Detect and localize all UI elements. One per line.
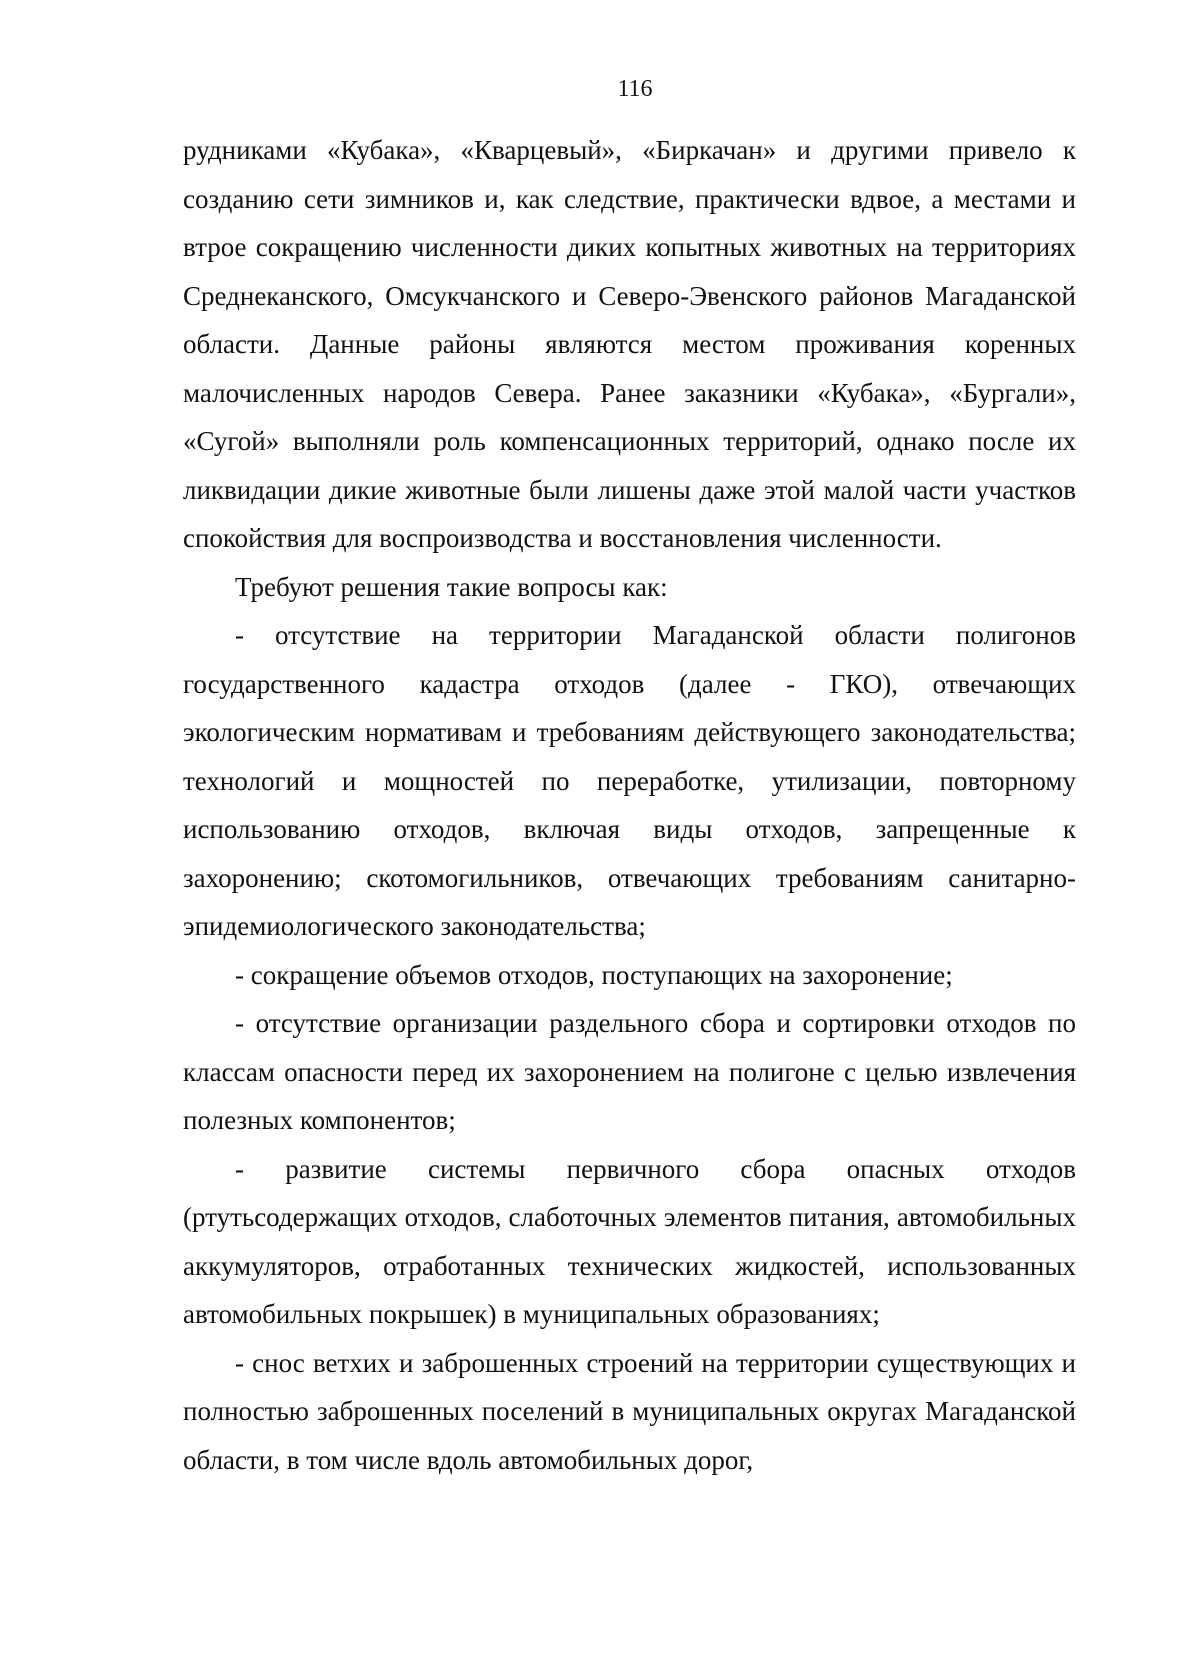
list-item-hazardous-waste: - развитие системы первичного сбора опасных отходов (ртутьсодержащих отходов, слаботочных элементов питания, автомобильных аккумуляторов, отработанных технических жидкостей, использованных автомобильных покрышек) в муниципальных образованиях; [183,1153,1076,1329]
body-text [183,126,1076,1484]
list-item-waste-reduction: - сокращение объемов отходов, поступающих на захоронение; [235,959,953,990]
paragraph-intro: Требуют решения такие вопросы как: [235,571,668,602]
list-item-separate-collection: - отсутствие организации раздельного сбора и сортировки отходов по классам опасности перед их захоронением на полигоне с целью извлечения полезных компонентов; [183,1008,1076,1135]
paragraph-continuation: рудниками «Кубака», «Кварцевый», «Биркачан» и другими привело к созданию сети зимников и, как следствие, практически вдвое, а местами и втрое сокращению численности диких копытных животных на территориях Среднеканского, Омсукчанского и Северо-Эвенского районов Магаданской области. Данные районы являются местом проживания коренных малочисленных народов Севера. Ранее заказники «Кубака», «Бургали», «Сугой» выполняли роль компенсационных территорий, однако после их ликвидации дикие животные были лишены даже этой малой части участков спокойствия для воспроизводства и восстановления численности. [183,135,1076,553]
list-item-demolition: - снос ветхих и заброшенных строений на территории существующих и полностью заброшенных поселений в муниципальных округах Магаданской области, в том числе вдоль автомобильных дорог, [183,1347,1076,1475]
list-item-landfills: - отсутствие на территории Магаданской области полигонов государственного кадастра отходов (далее - ГКО), отвечающих экологическим нормативам и требованиям действующего законодательства; технологий и мощностей по переработке, утилизации, повторному использованию отходов, включая виды отходов, запрещенные к захоронению; скотомогильников, отвечающих требованиям санитарно-эпидемиологического законодательства; [183,620,1076,941]
page-number: 116 [617,76,653,102]
